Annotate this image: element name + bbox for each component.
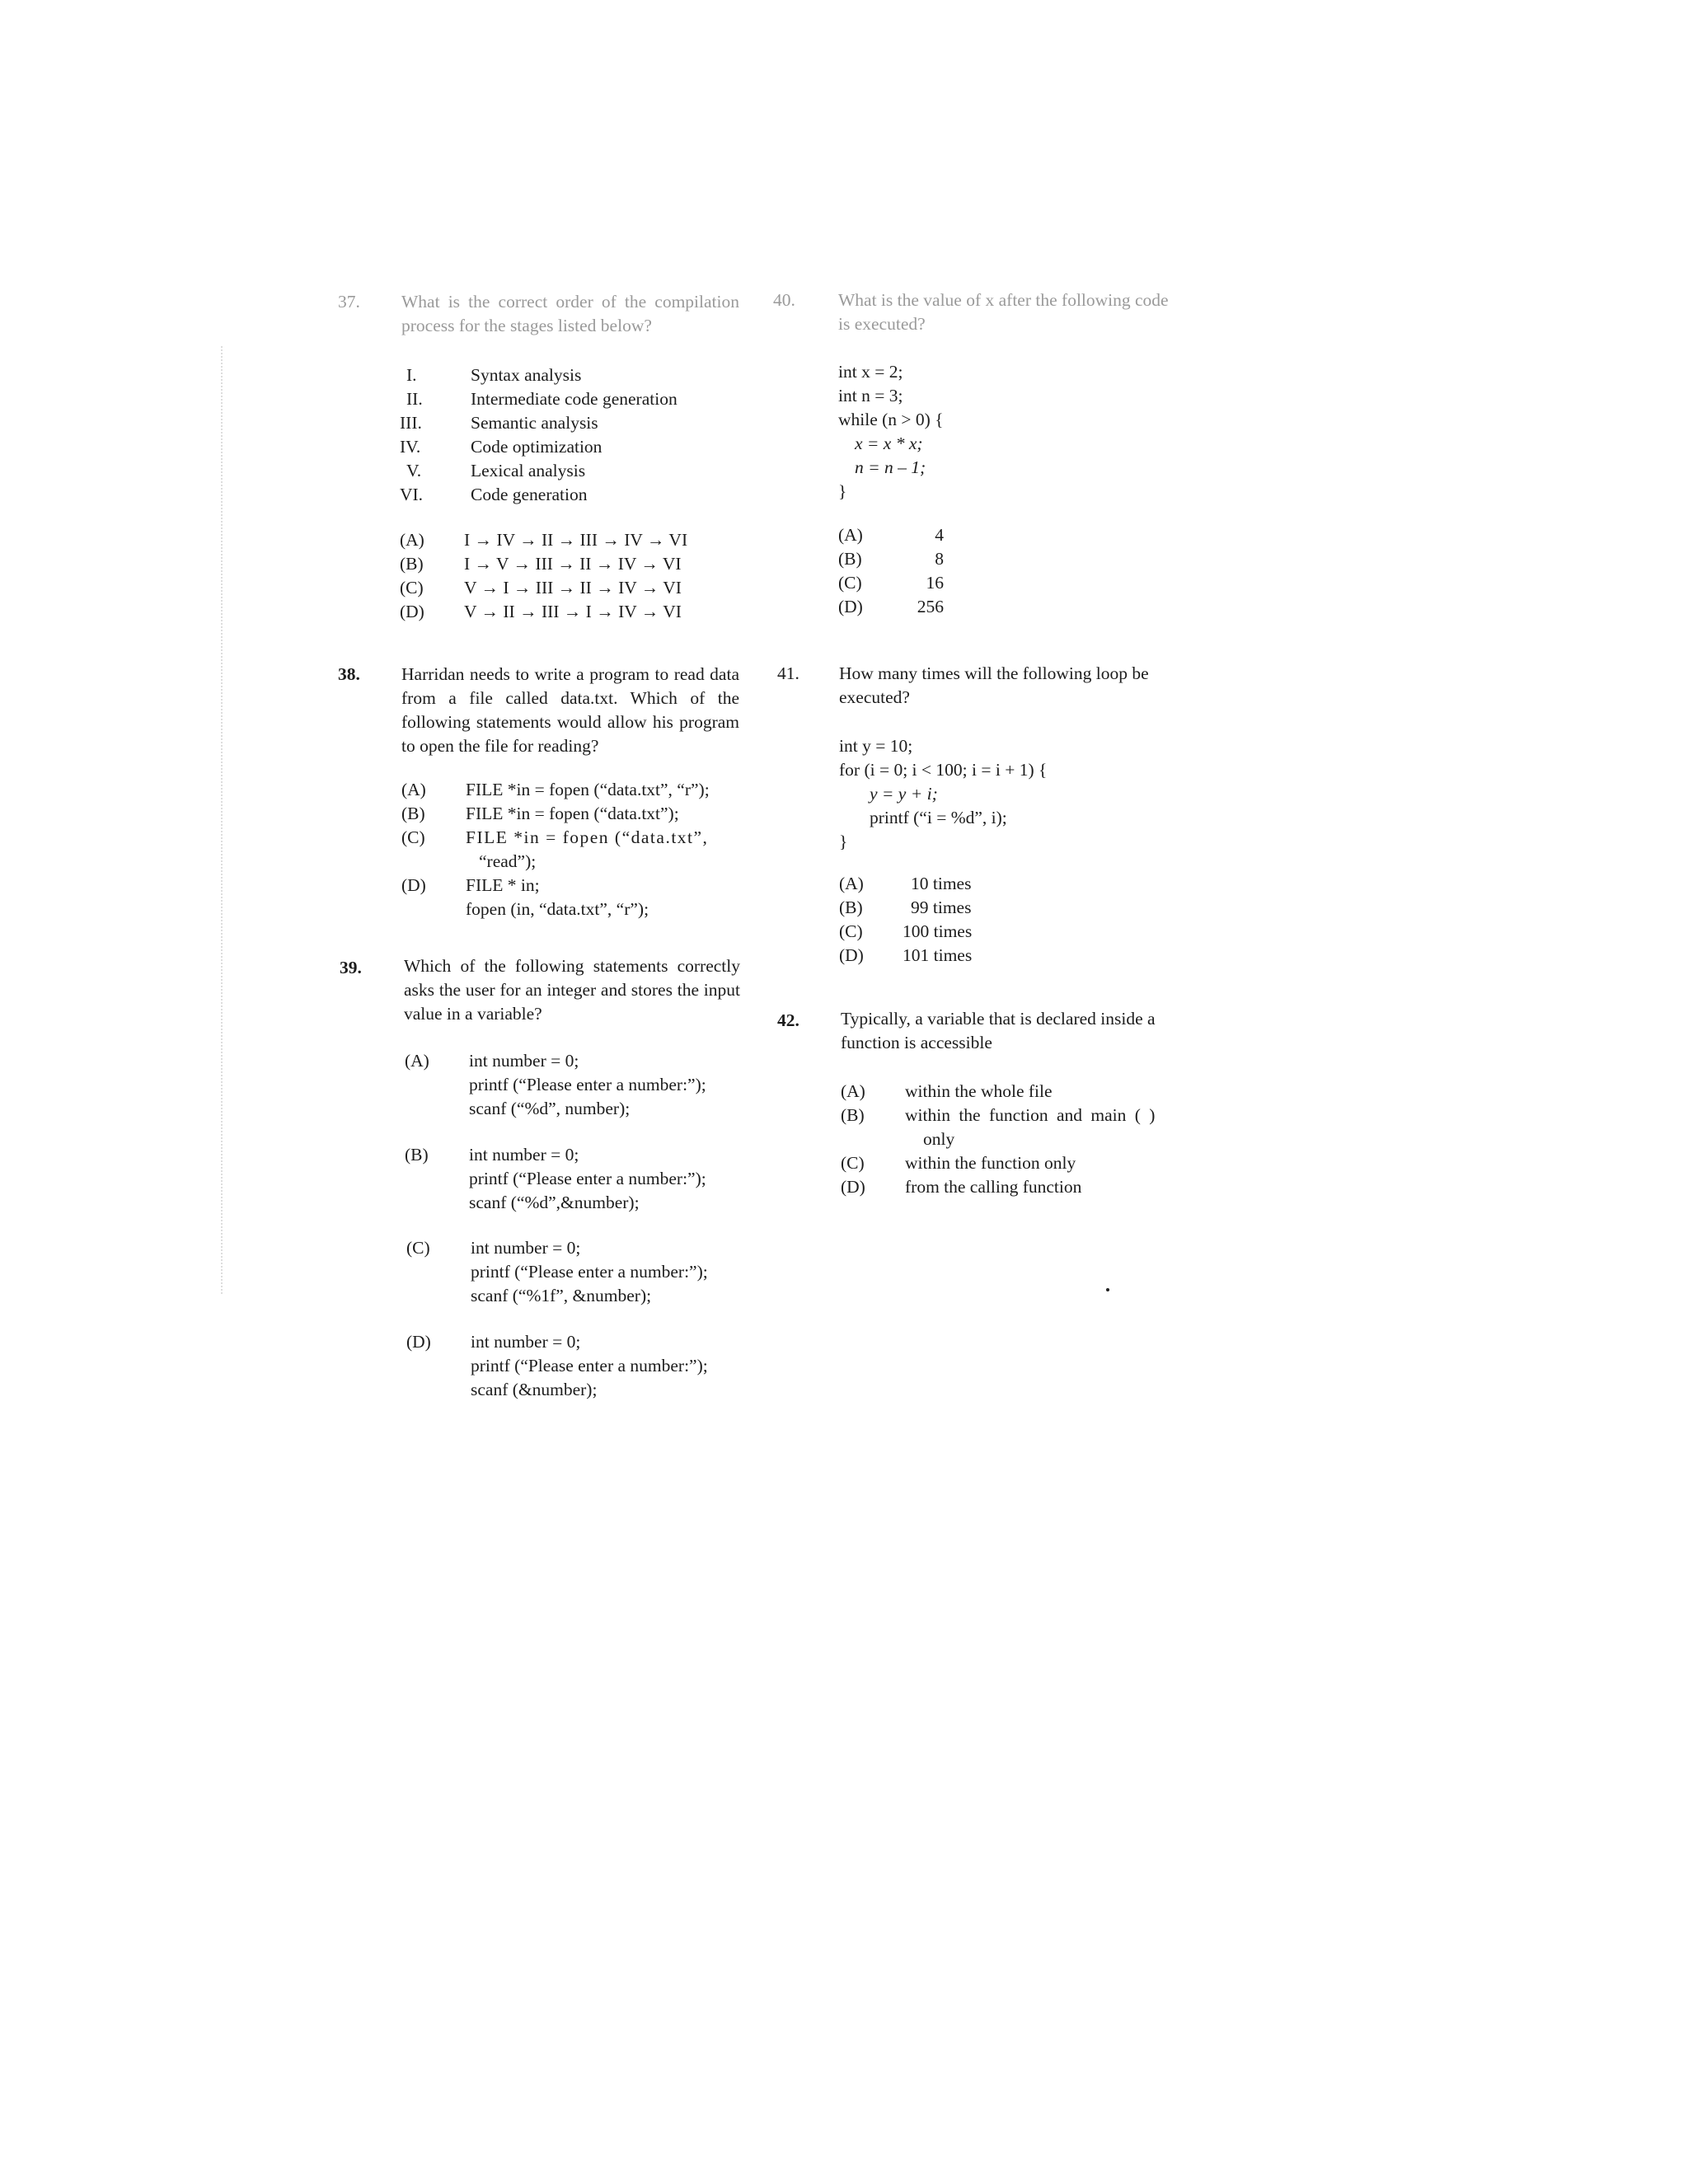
answer-option-d[interactable] [400,600,682,624]
stage-numeral: I. [406,365,417,385]
stage-text: Syntax analysis [471,365,582,385]
option-label: (B) [405,1145,429,1165]
code-line: int y = 10; [839,736,913,756]
option-text: FILE *in = fopen (“data.txt”, [466,827,709,847]
answer-option-b[interactable] [841,1104,1155,1127]
question-number: 37. [338,292,360,312]
option-label: (B) [400,554,424,574]
option-text: FILE *in = fopen (“data.txt”); [466,804,679,823]
question-number: 42. [777,1010,799,1030]
option-text: int number = 0; [471,1332,581,1352]
option-text: FILE * in; [466,875,540,895]
option-label: (A) [839,874,864,893]
option-label: (D) [401,875,426,895]
option-label: (B) [401,804,425,823]
option-text-continued: scanf (&number); [471,1380,598,1399]
option-text: I → V → III → II → IV → VI [464,554,682,574]
stage-text: Intermediate code generation [471,389,678,409]
stage-text: Code optimization [471,437,603,457]
option-text-continued: scanf (“%d”,&number); [469,1193,640,1212]
stage-item [400,411,598,435]
option-text: 8 [935,549,944,569]
option-label: (A) [405,1051,429,1071]
option-label: (C) [406,1238,430,1258]
option-label: (A) [400,530,424,550]
answer-option-a[interactable] [401,778,710,802]
option-label: (B) [838,549,862,569]
code-line: printf (“i = %d”, i); [870,808,1007,827]
option-text: int number = 0; [469,1145,579,1165]
answer-option-a[interactable] [839,872,971,896]
option-text-continued: printf (“Please enter a number:”); [469,1075,706,1094]
option-text: V → I → III → II → IV → VI [464,578,682,598]
option-text: from the calling function [905,1177,1082,1197]
option-text: within the whole file [905,1081,1053,1101]
answer-option-b[interactable] [401,802,679,826]
answer-option-c[interactable] [838,571,944,595]
option-label: (B) [841,1105,865,1125]
option-label: (A) [841,1081,865,1101]
option-text: 101 times [903,945,973,965]
answer-option-d[interactable] [838,595,944,619]
answer-option-d[interactable] [839,944,972,968]
answer-option-b[interactable] [839,896,971,920]
option-label: (D) [400,602,424,621]
stage-item [400,483,588,507]
option-text-continued: scanf (“%1f”, &number); [471,1286,652,1305]
option-label: (D) [406,1332,431,1352]
stage-numeral: IV. [400,437,421,457]
stage-text: Code generation [471,485,588,504]
option-text-continued: printf (“Please enter a number:”); [471,1356,708,1376]
option-text: int number = 0; [469,1051,579,1071]
stage-item [406,363,581,387]
answer-option-a[interactable] [405,1049,579,1073]
answer-option-c[interactable] [401,826,708,850]
option-text: V → II → III → I → IV → VI [464,602,682,621]
option-text: within the function and main ( ) [905,1105,1156,1125]
answer-option-a[interactable] [841,1080,1053,1104]
code-line: while (n > 0) { [838,410,944,429]
answer-option-b[interactable] [400,552,682,576]
answer-option-b[interactable] [838,547,944,571]
option-label: (C) [401,827,425,847]
option-text-continued: printf (“Please enter a number:”); [469,1169,706,1188]
question-stem: Which of the following statements correctly asks the user for an integer and stores the input value in a variable? [404,956,740,1024]
option-text-continued: “read”); [479,851,537,871]
stage-item [400,435,602,459]
code-line: int n = 3; [838,386,903,405]
option-label: (B) [839,898,863,917]
stage-text: Lexical analysis [471,461,586,480]
option-label: (D) [839,945,864,965]
stage-item [406,459,585,483]
answer-option-d[interactable] [401,874,540,898]
option-label: (D) [841,1177,865,1197]
code-line: y = y + i; [870,784,938,804]
option-text: 16 [926,573,944,593]
code-line: x = x * x; [855,434,923,453]
answer-option-d[interactable] [406,1330,580,1354]
answer-option-c[interactable] [400,576,682,600]
option-text-continued: fopen (in, “data.txt”, “r”); [466,899,649,919]
stage-numeral: III. [400,413,422,433]
option-text: 4 [935,525,944,545]
option-label: (D) [838,597,863,616]
stage-numeral: II. [406,389,423,409]
option-text-continued: printf (“Please enter a number:”); [471,1262,708,1282]
question-stem: Harridan needs to write a program to read data from a file called data.txt. Which of the following statements would allow his program to open the file for reading? [401,664,739,756]
code-line: for (i = 0; i < 100; i = i + 1) { [839,760,1048,780]
code-line: n = n – 1; [855,457,926,477]
option-text: 10 times [911,874,972,893]
option-text: 99 times [911,898,972,917]
stage-text: Semantic analysis [471,413,598,433]
stage-numeral: V. [406,461,422,480]
option-text: I → IV → II → III → IV → VI [464,530,688,550]
option-label: (C) [839,921,863,941]
option-label: (C) [838,573,862,593]
stage-item [406,387,678,411]
question-number: 38. [338,664,360,684]
option-text: int number = 0; [471,1238,581,1258]
question-number: 41. [777,663,799,683]
question-stem: What is the value of x after the following code is executed? [838,290,1169,334]
scan-margin-marks [221,346,227,1294]
question-number: 39. [340,958,362,977]
option-label: (A) [838,525,863,545]
scan-speck [1106,1288,1109,1291]
question-stem: What is the correct order of the compilation process for the stages listed below? [401,292,739,335]
option-text: FILE *in = fopen (“data.txt”, “r”); [466,780,710,799]
answer-option-d[interactable] [841,1175,1081,1199]
question-stem: How many times will the following loop be executed? [839,663,1149,707]
code-line: } [839,832,848,851]
code-line: } [838,481,847,501]
option-text-continued: scanf (“%d”, number); [469,1099,631,1118]
option-text-continued: only [923,1129,955,1149]
answer-option-c[interactable] [839,920,972,944]
option-text: 100 times [903,921,973,941]
option-label: (C) [841,1153,865,1173]
option-text: 256 [917,597,944,616]
option-label: (C) [400,578,424,598]
answer-option-c[interactable] [841,1151,1076,1175]
answer-option-b[interactable] [405,1143,579,1167]
answer-option-c[interactable] [406,1236,580,1260]
option-text: within the function only [905,1153,1076,1173]
stage-numeral: VI. [400,485,424,504]
option-label: (A) [401,780,426,799]
answer-option-a[interactable] [400,528,687,552]
code-line: int x = 2; [838,362,903,382]
question-stem: Typically, a variable that is declared inside a function is accessible [841,1009,1156,1052]
question-number: 40. [773,290,795,310]
answer-option-a[interactable] [838,523,944,547]
